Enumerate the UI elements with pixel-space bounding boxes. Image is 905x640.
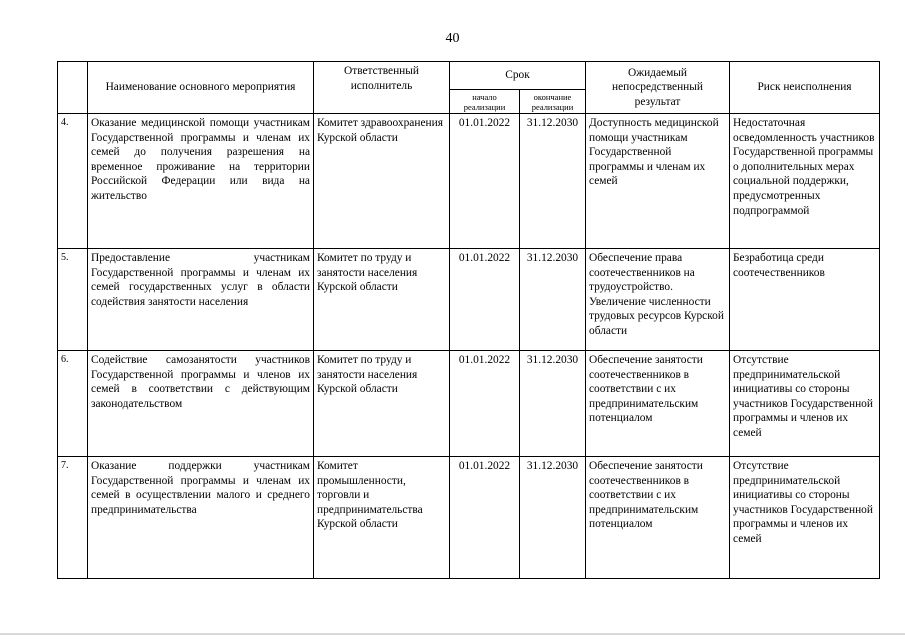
- table-row: [58, 351, 880, 457]
- page-number: 40: [445, 31, 460, 46]
- scan-edge-line: [0, 633, 905, 635]
- table-row: [58, 249, 880, 351]
- header-term-end: окончание реализации: [520, 90, 586, 114]
- header-term: Срок: [450, 62, 586, 90]
- row-end-date: 31.12.2030: [520, 457, 586, 579]
- row-event: Оказание медицинской помощи участникам Государственной программы и членам их семей до получения разрешения на временное проживание на территории Российской Федерации или вида на жительство: [88, 114, 314, 249]
- row-start-date: 01.01.2022: [450, 249, 520, 351]
- row-risk: Отсутствие предпринимательской инициативы со стороны участников Государственной программы и членов их семей: [730, 351, 880, 457]
- row-risk: Отсутствие предпринимательской инициативы со стороны участников Государственной программы и членов их семей: [730, 457, 880, 579]
- row-end-date: 31.12.2030: [520, 249, 586, 351]
- row-number: 5.: [58, 249, 88, 351]
- header-event: Наименование основного мероприятия: [88, 62, 314, 114]
- row-number: 6.: [58, 351, 88, 457]
- row-result: Обеспечение занятости соотечественников в соответствии с их предпринимательским потенциалом: [586, 351, 730, 457]
- row-start-date: 01.01.2022: [450, 351, 520, 457]
- row-result: Обеспечение занятости соотечественников в соответствии с их предпринимательским потенциалом: [586, 457, 730, 579]
- row-result: Доступность медицинской помощи участникам Государственной программы и членам их семей: [586, 114, 730, 249]
- row-executor: Комитет промышленности, торговли и предпринимательства Курской области: [314, 457, 450, 579]
- row-executor: Комитет по труду и занятости населения Курской области: [314, 249, 450, 351]
- header-result: Ожидаемый непосредственный результат: [586, 62, 730, 114]
- header-executor: Ответственный исполнитель: [314, 62, 450, 114]
- header-term-start: начало реализации: [450, 90, 520, 114]
- row-number: 7.: [58, 457, 88, 579]
- table-row: [58, 457, 880, 579]
- row-risk: Недостаточная осведомленность участников Государственной программы о дополнительных мерах социальной поддержки, предусмотренных подпрограммой: [730, 114, 880, 249]
- row-event: Предоставление участникам Государственной программы и членам их семей государственных услуг в области содействия занятости населения: [88, 249, 314, 351]
- header-number: [58, 62, 88, 114]
- row-start-date: 01.01.2022: [450, 457, 520, 579]
- table-row: [58, 114, 880, 249]
- row-start-date: 01.01.2022: [450, 114, 520, 249]
- row-number: 4.: [58, 114, 88, 249]
- row-event: Содействие самозанятости участников Государственной программы и членов их семей в соответствии с действующим законодательством: [88, 351, 314, 457]
- row-executor: Комитет по труду и занятости населения Курской области: [314, 351, 450, 457]
- row-event: Оказание поддержки участникам Государственной программы и членам их семей в осуществлении малого и среднего предпринимательства: [88, 457, 314, 579]
- row-end-date: 31.12.2030: [520, 114, 586, 249]
- row-end-date: 31.12.2030: [520, 351, 586, 457]
- row-executor: Комитет здравоохранения Курской области: [314, 114, 450, 249]
- row-result: Обеспечение права соотечественников на трудоустройство. Увеличение численности трудовых ресурсов Курской области: [586, 249, 730, 351]
- events-table: [57, 61, 880, 579]
- row-risk: Безработица среди соотечественников: [730, 249, 880, 351]
- header-risk: Риск неисполнения: [730, 62, 880, 114]
